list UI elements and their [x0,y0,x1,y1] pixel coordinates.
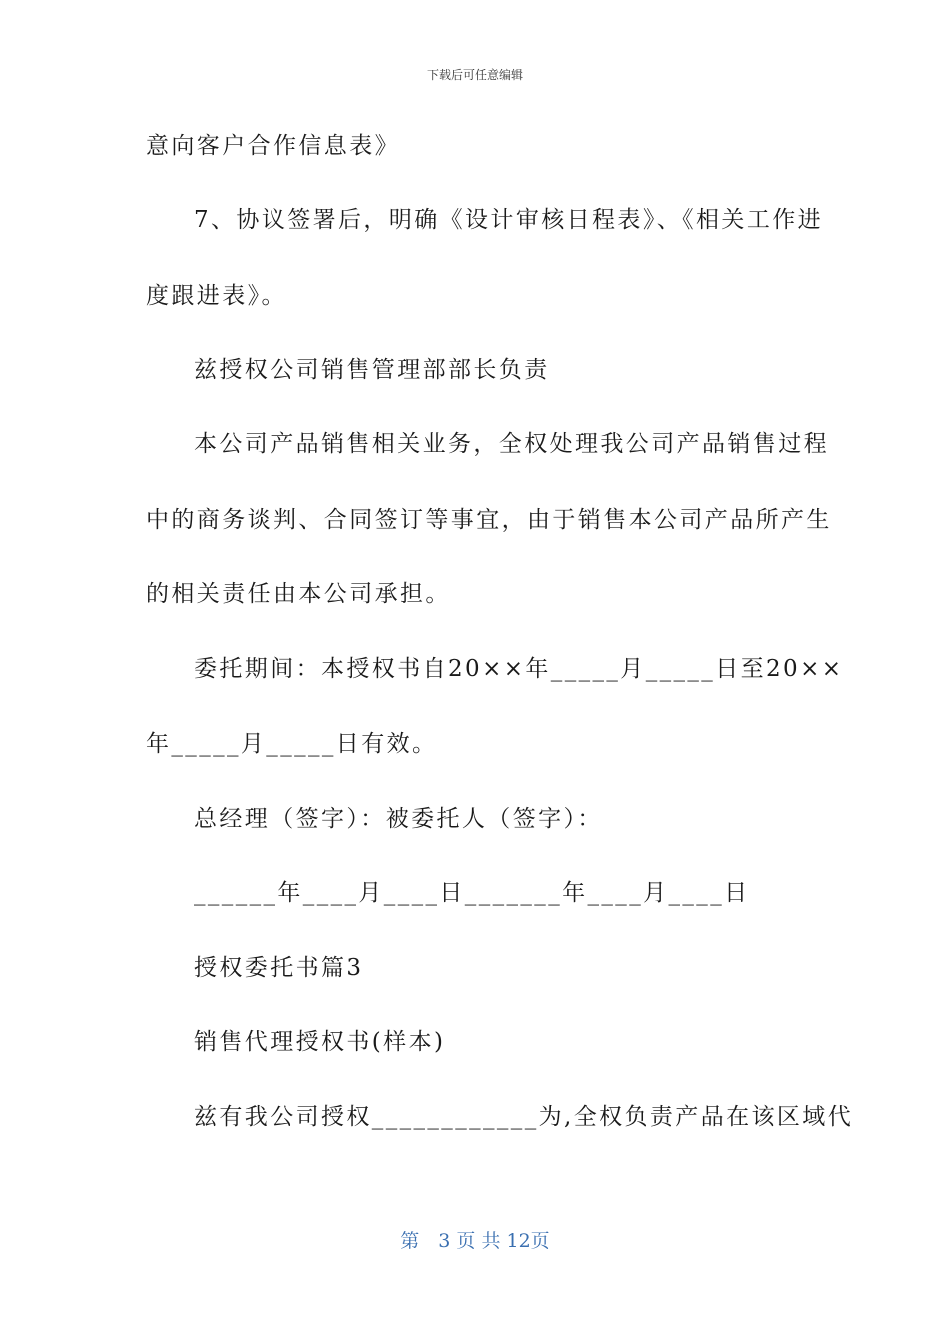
text-line: 本公司产品销售相关业务，全权处理我公司产品销售过程 [194,431,829,457]
text-line: ______年____月____日_______年____月____日 [194,880,750,906]
text-line: 年_____月_____日有效。 [146,731,438,757]
text-line: 总经理（签字）：被委托人（签字）： [194,806,603,832]
text-line: 兹有我公司授权____________为,全权负责产品在该区域代 [194,1104,854,1130]
text-line: 授权委托书篇3 [194,955,364,981]
text-line: 委托期间：本授权书自20××年_____月_____日至20×× [194,656,844,682]
text-line: 兹授权公司销售管理部部长负责 [194,357,550,383]
page-number: 第 3 页 共 12页 [400,1230,550,1252]
text-line: 销售代理授权书(样本) [194,1029,446,1055]
text-line: 的相关责任由本公司承担。 [146,581,451,607]
text-line: 中的商务谈判、合同签订等事宜，由于销售本公司产品所产生 [146,507,832,533]
text-line: 度跟进表》。 [146,283,287,309]
page-header: 下载后可任意编辑 [426,68,523,82]
text-line: 7、协议签署后，明确《设计审核日程表》、《相关工作进 [194,207,824,233]
text-line: 意向客户合作信息表》 [146,133,400,159]
